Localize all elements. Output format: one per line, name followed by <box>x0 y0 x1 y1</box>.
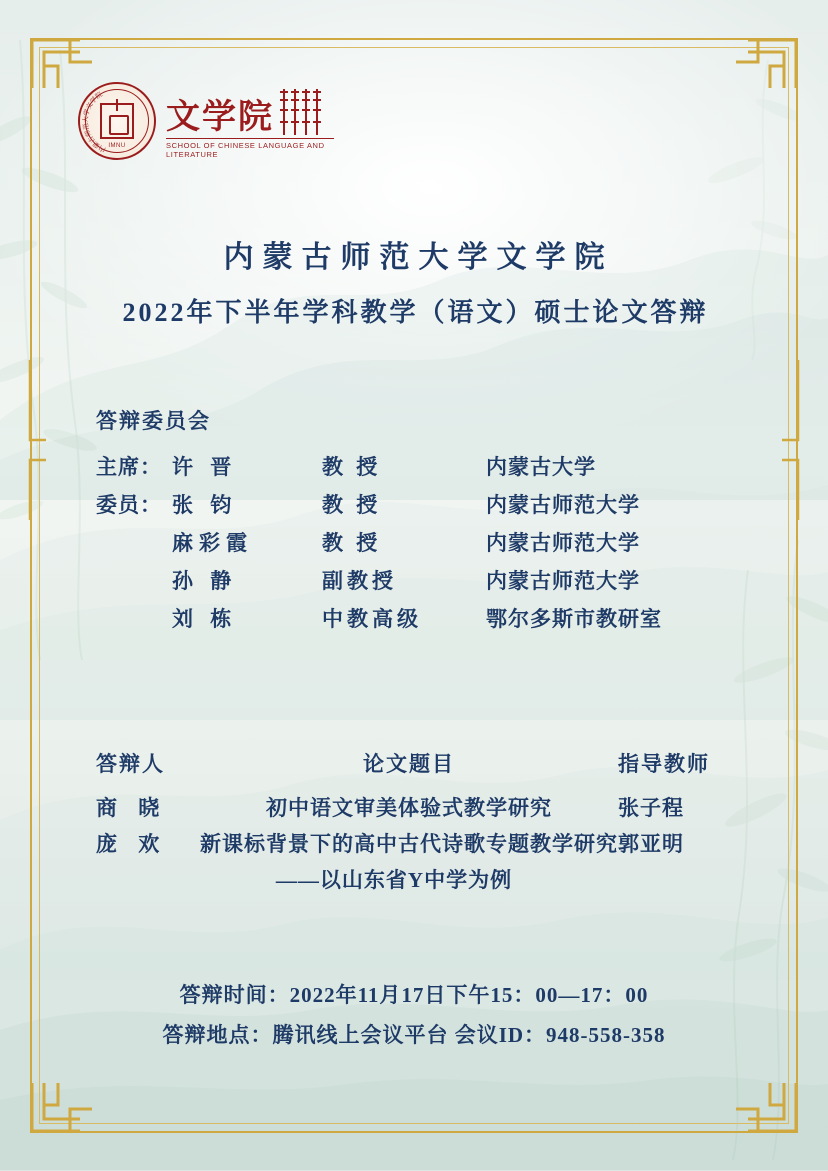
university-seal-icon <box>78 82 156 160</box>
papers-header-person: 答辩人 <box>96 752 165 776</box>
logo-wordmark <box>166 83 334 159</box>
papers-header-adviser: 指导教师 <box>618 752 710 776</box>
paper-row <box>0 828 828 864</box>
committee-row <box>96 603 662 641</box>
paper-title: 新课标背景下的高中古代诗歌专题教学研究 <box>200 832 618 856</box>
committee-org: 内蒙古师范大学 <box>486 531 640 555</box>
paper-adviser: 张子程 <box>618 796 684 820</box>
paper-row <box>0 792 828 828</box>
committee-name: 张 钧 <box>172 493 238 517</box>
committee-section <box>96 405 662 641</box>
committee-org: 内蒙古大学 <box>486 455 596 479</box>
seal-ring-label: 内蒙古师范大学文学院 <box>82 91 108 153</box>
page-title: 内蒙古师范大学文学院 <box>223 241 614 274</box>
paper-adviser: 郭亚明 <box>618 832 684 856</box>
logo-chinese-name: 文学院 <box>166 99 274 136</box>
logo-mongolian-script-icon <box>280 89 321 135</box>
committee-org: 内蒙古师范大学 <box>486 493 640 517</box>
committee-rank: 教 授 <box>322 493 382 517</box>
committee-row <box>96 451 662 489</box>
logo-wordmark-row <box>166 89 334 135</box>
committee-row <box>96 565 662 603</box>
committee-name: 孙 静 <box>172 569 238 593</box>
committee-row <box>96 527 662 565</box>
page-subtitle: 2022年下半年学科教学（语文）硕士论文答辩 <box>122 298 709 327</box>
committee-rank: 中教高级 <box>322 607 422 631</box>
defense-details <box>0 975 828 1055</box>
logo-english-name: SCHOOL OF CHINESE LANGUAGE AND LITERATURE <box>166 138 334 159</box>
papers-header-title: 论文题目 <box>363 752 455 776</box>
committee-name: 麻彩霞 <box>172 531 253 555</box>
papers-header-row <box>0 748 828 778</box>
committee-org: 鄂尔多斯市教研室 <box>486 607 662 631</box>
committee-rank: 教 授 <box>322 455 382 479</box>
committee-row <box>96 489 662 527</box>
paper-subtitle: ——以山东省Y中学为例 <box>275 868 513 892</box>
committee-role: 主席： <box>96 455 162 479</box>
paper-person: 庞 欢 <box>96 832 168 856</box>
defense-time: 答辩时间：2022年11月17日下午15：00—17：00 <box>179 983 649 1007</box>
committee-rank: 副教授 <box>322 569 397 593</box>
page-title-block <box>0 232 828 329</box>
school-logo <box>78 82 334 160</box>
seal-emblem-icon <box>100 103 134 139</box>
papers-section <box>0 748 828 894</box>
committee-org: 内蒙古师范大学 <box>486 569 640 593</box>
committee-role: 委员： <box>96 493 162 517</box>
seal-abbreviation: IMNU <box>108 143 126 149</box>
defense-place: 答辩地点：腾讯线上会议平台 会议ID：948-558-358 <box>162 1023 666 1047</box>
committee-name: 刘 栋 <box>172 607 238 631</box>
committee-rank: 教 授 <box>322 531 382 555</box>
paper-title: 初中语文审美体验式教学研究 <box>266 796 552 820</box>
committee-heading: 答辩委员会 <box>96 409 211 433</box>
paper-person: 商 晓 <box>96 796 168 820</box>
committee-name: 许 晋 <box>172 455 238 479</box>
